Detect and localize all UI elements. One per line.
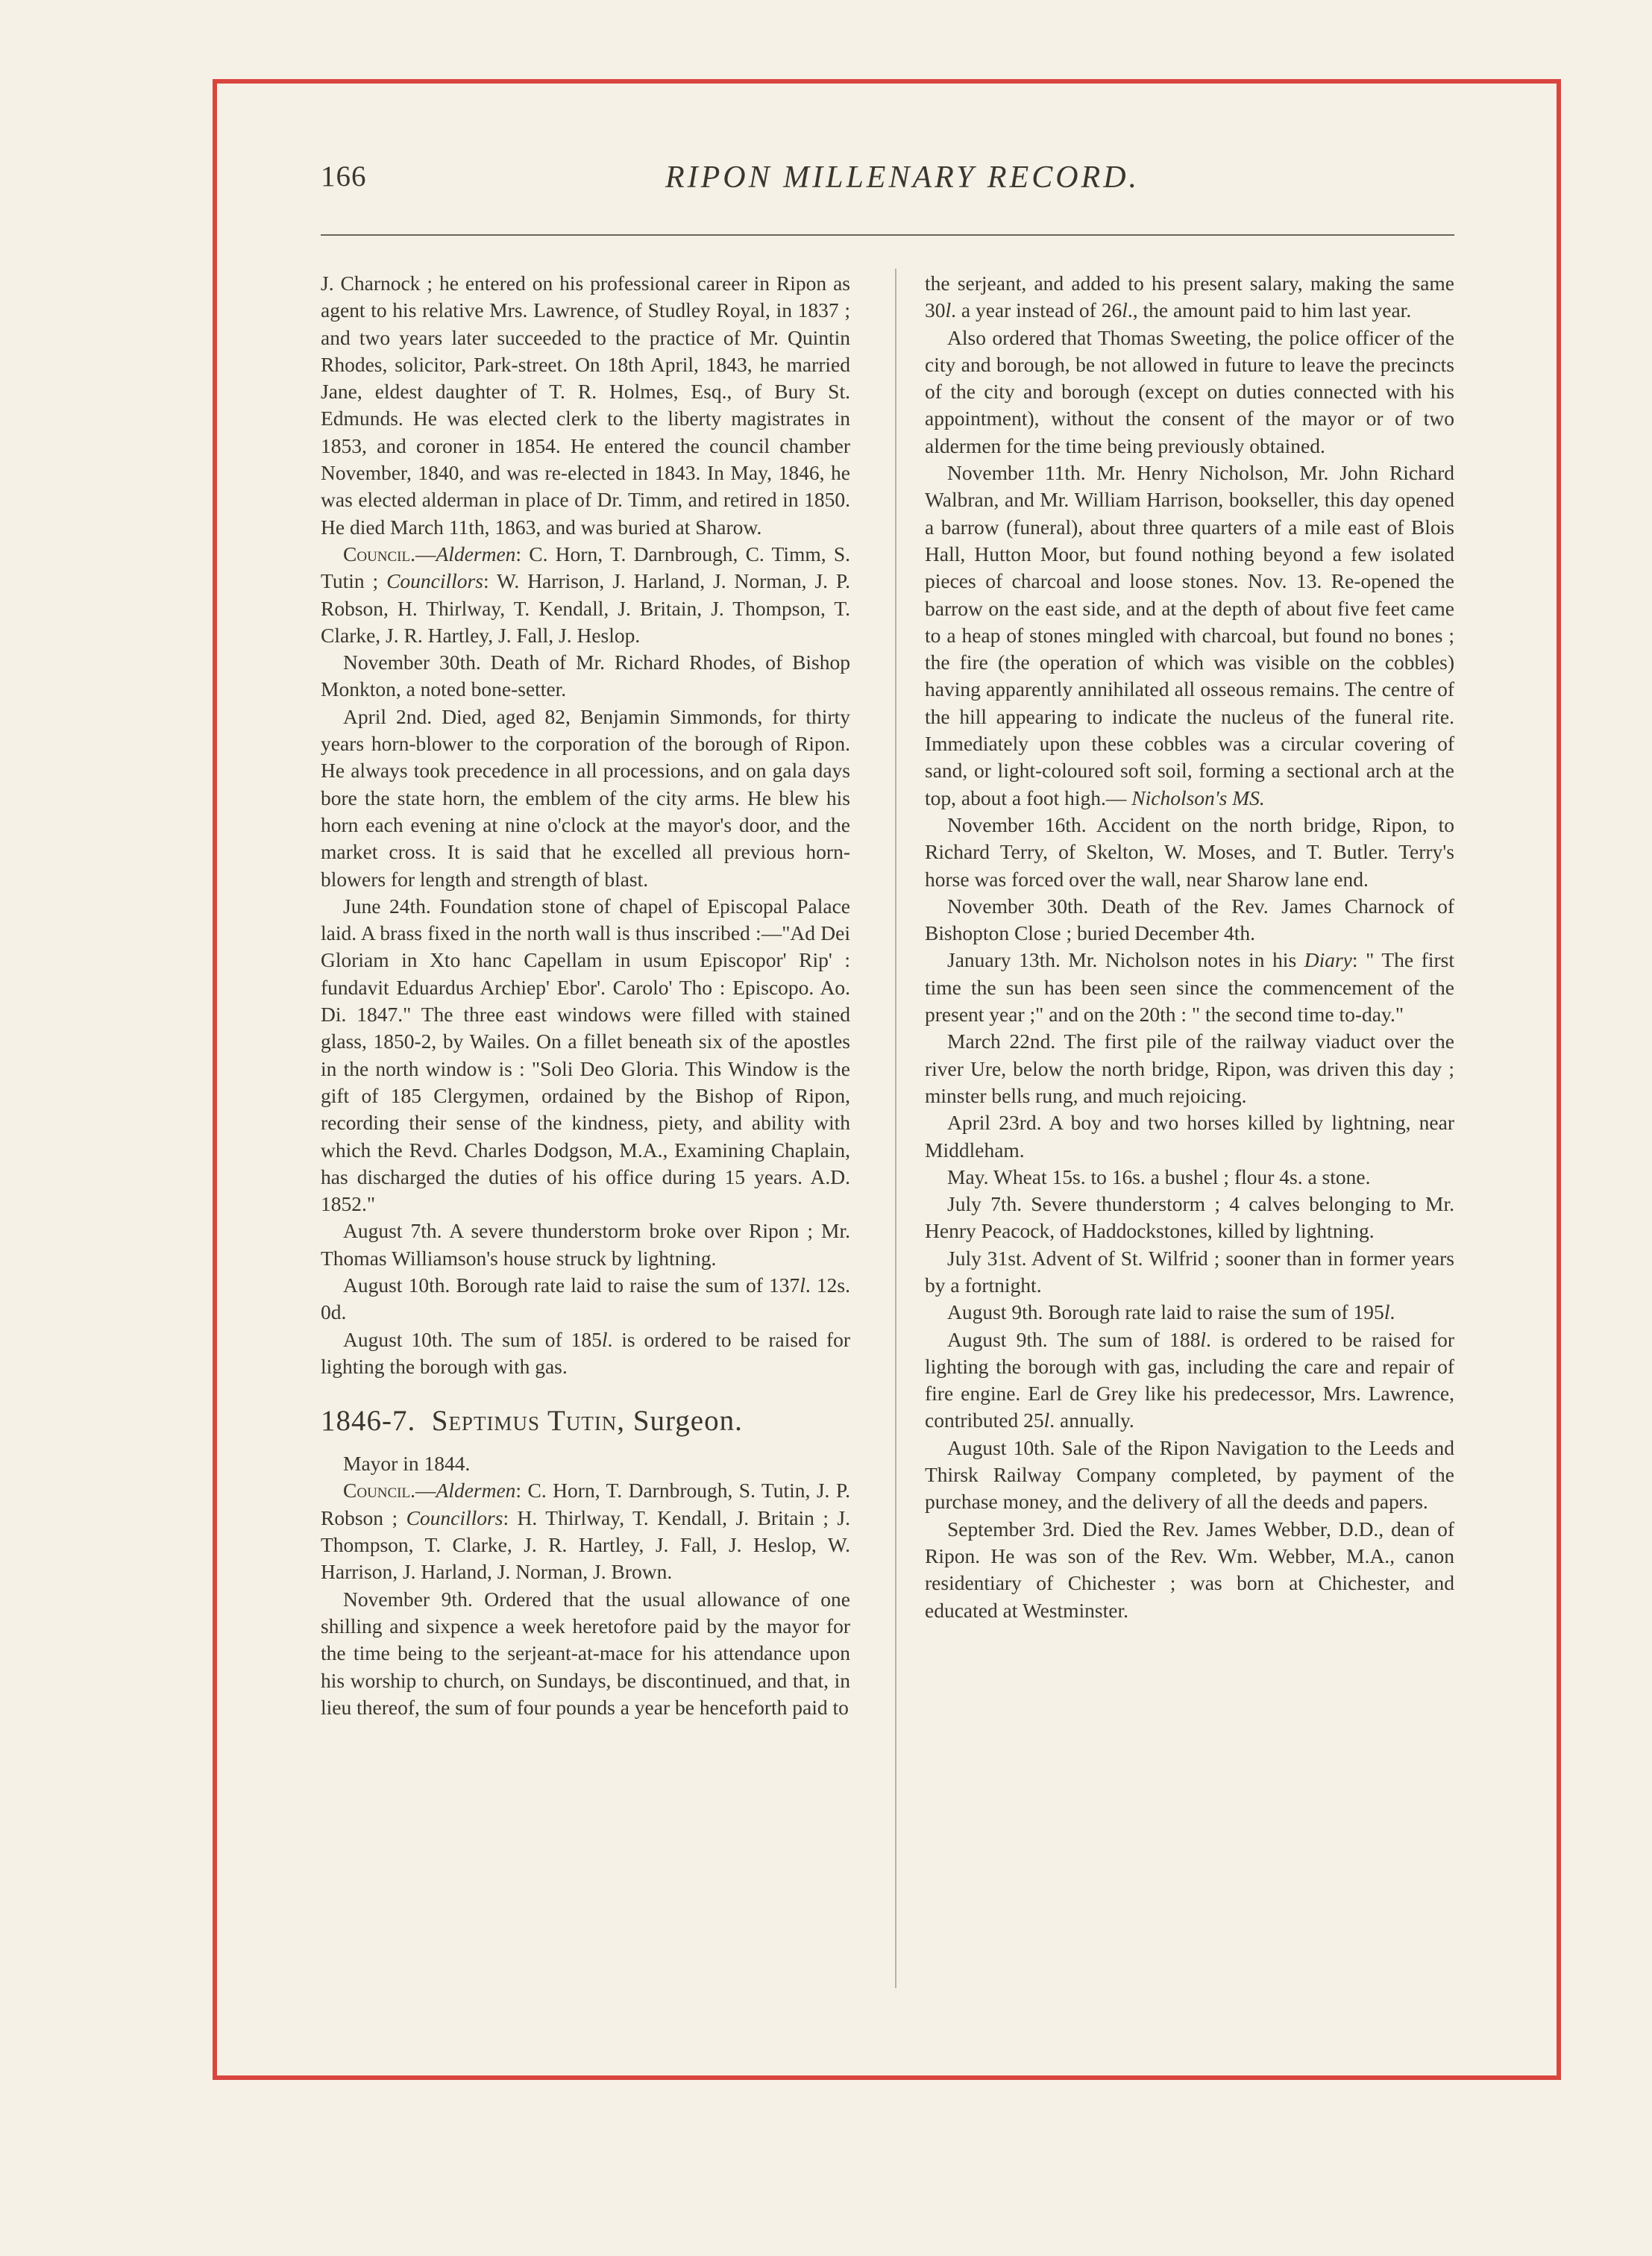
paragraph: April 23rd. A boy and two horses killed by lightning, near Middleham. [925, 1111, 1454, 1162]
page-header [321, 160, 1454, 204]
pound-sign: l [601, 1327, 608, 1351]
source-citation: Nicholson's MS. [1131, 786, 1265, 809]
header-rule [321, 234, 1454, 236]
text-run: . a year instead of 26 [951, 298, 1122, 322]
paragraph: Mayor in 1844. [343, 1452, 471, 1476]
councillors-label: Councillors [386, 569, 483, 593]
text-run: November 11th. Mr. Henry Nicholson, Mr. John Richard Walbran, and Mr. William Harrison, bookseller, this day opened a barrow (funeral), about three quarters of a mile east of Blois Hall, Hutton Moor, but found nothing beyond a few isolated pieces of charcoal and loose stones. Nov. 13. Re-opened the barrow on the east side, and at the depth of about five feet came to a heap of stones mingled with charcoal, but found no bones ; the fire (the operation of which was visible on the cobbles) having apparently annihilated all osseous remains. The centre of the hill appearing to indicate the nucleus of the funeral rite. Immediately upon these cobbles was a circular covering of sand, or light-coloured soft soil, forming a sectional arch at the top, about a foot high.— [925, 461, 1454, 809]
paragraph: July 7th. Severe thunderstorm ; 4 calves belonging to Mr. Henry Peacock, of Haddockstones, killed by lightning. [925, 1192, 1454, 1243]
left-column [321, 270, 850, 1721]
mayor-heading [321, 1403, 850, 1440]
text-run: August 9th. The sum of 188 [947, 1327, 1201, 1351]
paragraph [925, 1299, 1454, 1326]
council-paragraph: Council.—Aldermen: C. Horn, T. Darnbrough, S. Tutin, J. P. Robson ; Councillors: H. Thirlway, T. Kendall, J. Britain ; J. Thompson, T. Clarke, J. R. Hartley, J. Fall, J. Heslop, W. Harrison, J. Harland, J. Norman, J. Brown. [321, 1479, 850, 1584]
paragraph [321, 1326, 850, 1381]
pound-sign: l [1043, 1409, 1050, 1432]
paragraph: November 16th. Accident on the north bridge, Ripon, to Richard Terry, of Skelton, W. Moses, and T. Butler. Terry's horse was forced over the wall, near Sharow lane end. [925, 812, 1454, 891]
paragraph: November 9th. Ordered that the usual allowance of one shilling and sixpence a week heretofore paid by the mayor for the time being to the serjeant-at-mace for his attendance upon his worship to church, on Sundays, be discontinued, and that, in lieu thereof, the sum of four pounds a year be henceforth paid to [321, 1587, 850, 1719]
council-label: Council. [343, 542, 415, 565]
heading-title: Surgeon. [632, 1405, 743, 1438]
text-run: the serjeant, and added to his present salary, making the same 30 [925, 272, 1454, 322]
text-run: . is ordered to be raised for lighting the borough with gas. [321, 1327, 850, 1378]
paragraph [925, 1326, 1454, 1435]
council-paragraph: Council.—Aldermen: C. Horn, T. Darnbrough, C. Timm, S. Tutin ; Councillors: W. Harrison, J. Harland, J. Norman, J. P. Robson, H. Thirlway, T. Kendall, J. Britain, J. Thompson, T. Clarke, J. R. Hartley, J. Fall, J. Heslop. [321, 542, 850, 647]
pound-sign: l [945, 298, 952, 322]
text-run: ., the amount paid to him last year. [1127, 298, 1412, 322]
pound-sign: l [1122, 298, 1128, 322]
aldermen-list: : C. Horn, T. Darnbrough, C. Timm, S. Tutin ; [321, 542, 850, 593]
paragraph: September 3rd. Died the Rev. James Webber, D.D., dean of Ripon. He was son of the Rev. Wm. Webber, M.A., canon residentiary of Chichester ; was born at Chichester, and educated at Westminster. [925, 1517, 1454, 1622]
councillors-label: Councillors [406, 1505, 503, 1529]
text-run: August 10th. The sum of 185 [343, 1327, 602, 1351]
paragraph: June 24th. Foundation stone of chapel of Episcopal Palace laid. A brass fixed in the north wall is thus inscribed :—"Ad Dei Gloriam in Xto hanc Capellam in usum Episcopor' Rip' : fundavit Eduardus Archiep' Ebor'. Carolo' Tho : Episcopo. Ao. Di. 1847." The three east windows were filled with stained glass, 1850-2, by Wailes. On a fillet beneath six of the apostles in the north window is : "Soli Deo Gloria. This Window is the gift of 185 Clergymen, ordained by the Bishop of Ripon, recording their sense of the kindness, piety, and ability with which the Revd. Charles Dodgson, M.A., Examining Chaplain, has discharged the duties of his office during 15 years. A.D. 1852." [321, 894, 850, 1216]
text-run: August 9th. Borough rate laid to raise the sum of 195 [947, 1300, 1384, 1324]
aldermen-list: : C. Horn, T. Darnbrough, S. Tutin, J. P. Robson ; [321, 1479, 850, 1529]
paragraph [925, 947, 1454, 1028]
text-run: . [1389, 1300, 1395, 1324]
paragraph: May. Wheat 15s. to 16s. a bushel ; flour 4s. a stone. [947, 1165, 1371, 1188]
paragraph: March 22nd. The first pile of the railway viaduct over the river Ure, below the north bridge, Ripon, was driven this day ; minster bells rung, and much rejoicing. [925, 1030, 1454, 1107]
heading-name: Septimus Tutin, [431, 1405, 626, 1438]
running-head: RIPON MILLENARY RECORD. [665, 160, 1140, 195]
council-label: Council. [343, 1479, 415, 1503]
text-run: . annually. [1049, 1409, 1134, 1432]
text-run: January 13th. Mr. Nicholson notes in his [947, 948, 1304, 972]
paragraph: August 7th. A severe thunderstorm broke over Ripon ; Mr. Thomas Williamson's house struck by lightning. [321, 1219, 850, 1270]
paragraph: August 10th. Sale of the Ripon Navigation to the Leeds and Thirsk Railway Company completed, by payment of the purchase money, and the delivery of all the deeds and papers. [925, 1435, 1454, 1514]
pound-sign: l [1384, 1300, 1390, 1324]
paragraph: November 30th. Death of the Rev. James Charnock of Bishopton Close ; buried December 4th. [925, 894, 1454, 945]
column-divider [895, 269, 896, 1988]
text-run: . is ordered to be raised for lighting the borough with gas, including the care and repair of fire engine. Earl de Grey like his predecessor, Mrs. Lawrence, contributed 25 [925, 1327, 1454, 1432]
pound-sign: l [800, 1273, 805, 1297]
paragraph: J. Charnock ; he entered on his professional career in Ripon as agent to his relative Mrs. Lawrence, of Studley Royal, in 1837 ; and two years later succeeded to the practice of Mr. Quintin Rhodes, solicitor, Park-street. On 18th April, 1843, he married Jane, eldest daughter of T. R. Holmes, Esq., of Bury St. Edmunds. He was elected clerk to the liberty magistrates in 1853, and coroner in 1854. He entered the council chamber November, 1840, and was re-elected in 1843. In May, 1846, he was elected alderman in place of Dr. Timm, and retired in 1850. He died March 11th, 1863, and was buried at Sharow. [321, 272, 850, 539]
heading-year: 1846-7. [321, 1405, 416, 1438]
councillors-list: : H. Thirlway, T. Kendall, J. Britain ; J. Thompson, T. Clarke, J. R. Hartley, J. Fall, J. Heslop, W. Harrison, J. Harland, J. Norman, J. Brown. [321, 1505, 850, 1584]
aldermen-label: Aldermen [436, 542, 516, 565]
text-run: August 10th. Borough rate laid to raise the sum of 137 [343, 1273, 800, 1297]
paragraph: April 2nd. Died, aged 82, Benjamin Simmonds, for thirty years horn-blower to the corporation of the borough of Ripon. He always took precedence in all processions, and on gala days bore the state horn, the emblem of the city arms. He blew his horn each evening at nine o'clock at the mayor's door, and the market cross. It is said that he excelled all previous horn-blowers for length and strength of blast. [321, 704, 850, 891]
paragraph [925, 270, 1454, 325]
aldermen-label: Aldermen [436, 1479, 516, 1503]
paragraph [925, 460, 1454, 812]
text-run: . 12s. 0d. [321, 1273, 851, 1324]
paragraph: Also ordered that Thomas Sweeting, the police officer of the city and borough, be not allowed in future to leave the precincts of the city and borough (except on duties connected with his appointment), without the consent of the mayor or of two aldermen for the time being previously obtained. [925, 325, 1454, 457]
paragraph: July 31st. Advent of St. Wilfrid ; sooner than in former years by a fortnight. [925, 1246, 1454, 1297]
paragraph [321, 1272, 850, 1326]
page-number: 166 [321, 160, 367, 192]
text-run: : " The first time the sun has been seen since the commencement of the present year ;" and on the 20th : " the second time to-day." [925, 948, 1454, 1027]
pound-sign: l [1200, 1327, 1206, 1351]
diary-title: Diary [1304, 948, 1352, 972]
right-column [925, 270, 1454, 1624]
councillors-list: : W. Harrison, J. Harland, J. Norman, J. P. Robson, H. Thirlway, T. Kendall, J. Britain, J. Thompson, T. Clarke, J. R. Hartley, J. Fall, J. Heslop. [321, 569, 850, 647]
paragraph: November 30th. Death of Mr. Richard Rhodes, of Bishop Monkton, a noted bone-setter. [321, 651, 850, 701]
